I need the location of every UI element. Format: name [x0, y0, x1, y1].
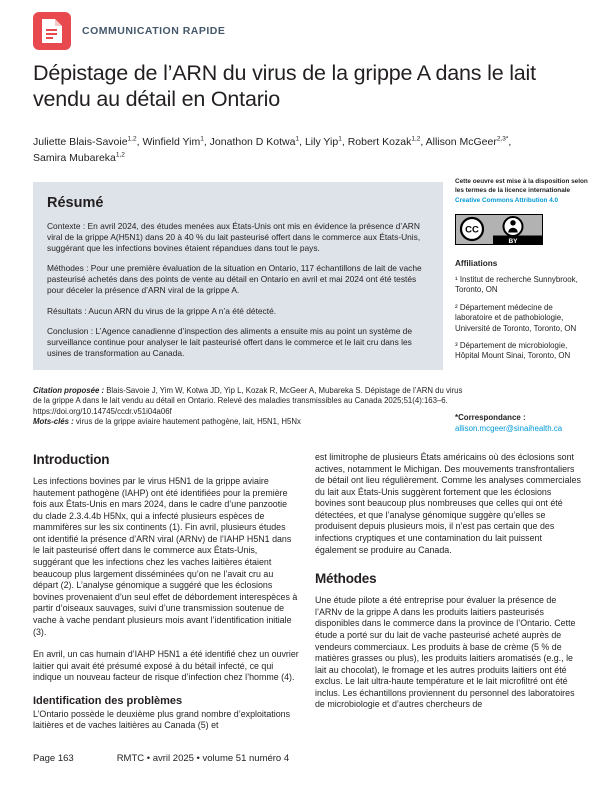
author-superscript: 1 — [295, 135, 300, 143]
author-separator: , — [203, 136, 210, 148]
abstract-paragraph-conclusion: Conclusion : L’Agence canadienne d’inspection des aliments a ensuite mis au point un système de surveillance continue pour analyser le lait pasteurisé offert dans le commerce et le lait cru dans les usines de transformation au Canada. — [47, 325, 413, 358]
body-columns — [33, 452, 581, 732]
left-column — [33, 452, 299, 732]
author — [426, 136, 512, 148]
author — [33, 152, 125, 164]
license-note — [455, 177, 593, 205]
section-heading-methodes: Méthodes — [315, 571, 377, 587]
section-heading-introduction: Introduction — [33, 452, 110, 467]
author — [210, 136, 305, 148]
author-name: Lily Yip — [304, 136, 339, 148]
author — [348, 136, 426, 148]
page-footer — [33, 753, 289, 764]
abstract-paragraph-methodes: Méthodes : Pour une première évaluation de la situation en Ontario, 117 échantillons de lait de vache pasteurisé achetés dans des points de vente au détail en Ontario en avril et mai 2024 ont été testés pour déceler la présence d’ARN viral de la grippe A. — [47, 263, 422, 296]
license-link[interactable]: Creative Commons Attribution 4.0 — [455, 196, 559, 204]
author-superscript: 1,2 — [411, 135, 421, 143]
citation-label: Citation proposée : — [33, 386, 105, 395]
correspondence-label: *Correspondance : — [455, 412, 526, 422]
author-separator: , — [508, 136, 512, 148]
citation — [33, 386, 465, 417]
author-separator: , — [299, 136, 305, 148]
citation-block — [33, 386, 465, 427]
citation-text: Blais-Savoie J, Yim W, Kotwa JD, Yip L, Kozak R, McGeer A, Mubareka S. Dépistage de l’ARN du virus de la grippe A dans le lait vendu au détail en Ontario. Relevé des maladies transmissibles au Canada 2025;51(4):163–6. https://doi.org/10.14745/ccdr.v51i04a06f — [33, 386, 463, 416]
correspondence — [455, 412, 593, 435]
document-icon — [33, 12, 71, 50]
affiliation-item: ² Département médecine de laboratoire et de pathobiologie, Université de Toronto, Toronto, ON — [455, 302, 577, 333]
author — [142, 136, 209, 148]
body-paragraph: Les infections bovines par le virus H5N1 de la grippe aviaire hautement pathogène (IAHP) ont été identifiées pour la première fois aux États-Unis en mars 2024, dans le cadre d’une panzootie du clade 2.3.4.4b H5Nx, qui a infecté plusieurs espèces de mammifères sur les six continents (1). Fin avril, plusieurs études ont identifié la présence d’ARN viral (ARNv) de l’IAHP H5N1 dans le lait pasteurisé offert dans le commerce aux États-Unis, suggérant que les infections chez les vaches laitières étaient beaucoup plus largement disséminées qu’on ne l’avait cru au départ (2). L’analyse génomique a suggéré que les éclosions bovines provenaient d’un seul effet de débordement interespèces à partir d’oiseaux sauvages, suivi d’une transmission soutenue de vache à vache pendant plusieurs mois avant l’identification initiale (3). — [33, 476, 298, 637]
author-superscript: 1,2 — [115, 151, 125, 159]
affiliations-heading: Affiliations — [455, 258, 498, 268]
attribution-person-icon — [504, 217, 523, 236]
author-superscript: 1 — [338, 135, 342, 143]
authors-line — [33, 135, 533, 167]
by-label: BY — [508, 237, 518, 245]
author-superscript: 2,3* — [496, 135, 509, 143]
right-column — [315, 452, 581, 732]
keywords — [33, 417, 465, 427]
author — [305, 136, 348, 148]
abstract-box — [33, 182, 443, 370]
page-title: Dépistage de l’ARN du virus de la grippe A dans le lait vendu au détail en Ontario — [33, 61, 536, 111]
author-name: Allison McGeer — [425, 136, 497, 148]
affiliation-item: ¹ Institut de recherche Sunnybrook, Toronto, ON — [455, 274, 578, 295]
author-name: Juliette Blais-Savoie — [33, 136, 128, 148]
author-separator: , — [341, 136, 348, 148]
author-superscript: 1,2 — [127, 135, 137, 143]
abstract-paragraph-resultats: Résultats : Aucun ARN du virus de la grippe A n’a été détecté. — [47, 305, 277, 316]
abstract-heading: Résumé — [47, 195, 104, 211]
author-superscript: 1 — [200, 135, 204, 143]
author-name: Samira Mubareka — [33, 151, 116, 164]
keywords-label: Mots-clés : — [33, 416, 74, 426]
body-paragraph: En avril, un cas humain d’IAHP H5N1 a été identifié chez un ouvrier laitier qui avait été présumé exposé à du bétail infecté, ce qui indique un nouveau facteur de risque d’infection chez l’homme (4). — [33, 649, 299, 683]
body-paragraph: L’Ontario possède le deuxième plus grand nombre d’exploitations laitières et de vaches laitières au Canada (5) et — [33, 708, 291, 731]
article-type-label: COMMUNICATION RAPIDE — [82, 25, 226, 37]
sidebar — [455, 177, 593, 435]
affiliation-item: ³ Département de microbiologie, Hôpital Mount Sinai, Toronto, ON — [455, 340, 571, 361]
cc-label: CC — [465, 224, 479, 236]
author — [33, 136, 142, 148]
author-name: Winfield Yim — [142, 136, 201, 148]
article-type-banner — [33, 12, 225, 50]
footer-page-number: Page 163 — [33, 753, 74, 764]
abstract-paragraph-contexte: Contexte : En avril 2024, des études menées aux États-Unis ont mis en évidence la présence d’ARN viral de la grippe A(H5N1) dans 20 à 40 % du lait pasteurisé offert dans le commerce aux États-Unis, suggérant que les infections bovines étaient répandues dans tout le pays. — [47, 221, 421, 254]
license-text: Cette oeuvre est mise à la disposition selon les termes de la licence internationale — [455, 178, 588, 195]
correspondence-email-link[interactable]: allison.mcgeer@sinaihealth.ca — [455, 424, 563, 434]
keywords-text: virus de la grippe aviaire hautement pathogène, lait, H5N1, H5Nx — [75, 416, 301, 426]
body-paragraph: Une étude pilote a été entreprise pour évaluer la présence de l’ARNv de la grippe A dans les produits laitiers pasteurisés disponibles dans le commerce dans la province de l’Ontario. Cette étude a porté sur du lait de vache pasteurisé acheté auprès de vendeurs commerciaux. Les produits à base de crème (5 % de matières grasses ou plus), les produits laitiers aromatisés (e.g., le lait au chocolat), le fromage et les autres produits laitiers ont été exclus. Le lait ultra-haute température et le lait microfiltré ont été inclus. Les échantillons proviennent du personnel des laboratoires de microbiologie et d’autres chercheurs de — [315, 595, 576, 710]
author-separator: , — [136, 136, 143, 148]
body-paragraph: est limitrophe de plusieurs États américains où des éclosions sont actives, notamment le Michigan. Des mouvements transfrontaliers de bétail ont lieu régulièrement. Comme les analyses commerciales du lait aux États-Unis suggèrent fortement que les éclosions bovines sont beaucoup plus nombreuses que celles qui ont été détectées, et que l’analyse génomique suggère qu’elles se produisent depuis plusieurs mois, il n’est pas certain que des infections cryptiques et une contamination du lait puissent également se produire au Canada. — [315, 452, 581, 555]
author-name: Robert Kozak — [347, 136, 412, 148]
subsection-heading-identification: Identification des problèmes — [33, 694, 183, 707]
author-name: Jonathon D Kotwa — [209, 136, 296, 148]
cc-by-badge[interactable] — [455, 214, 543, 245]
author-separator: , — [420, 136, 426, 148]
footer-journal-info: RMTC • avril 2025 • volume 51 numéro 4 — [116, 753, 290, 764]
